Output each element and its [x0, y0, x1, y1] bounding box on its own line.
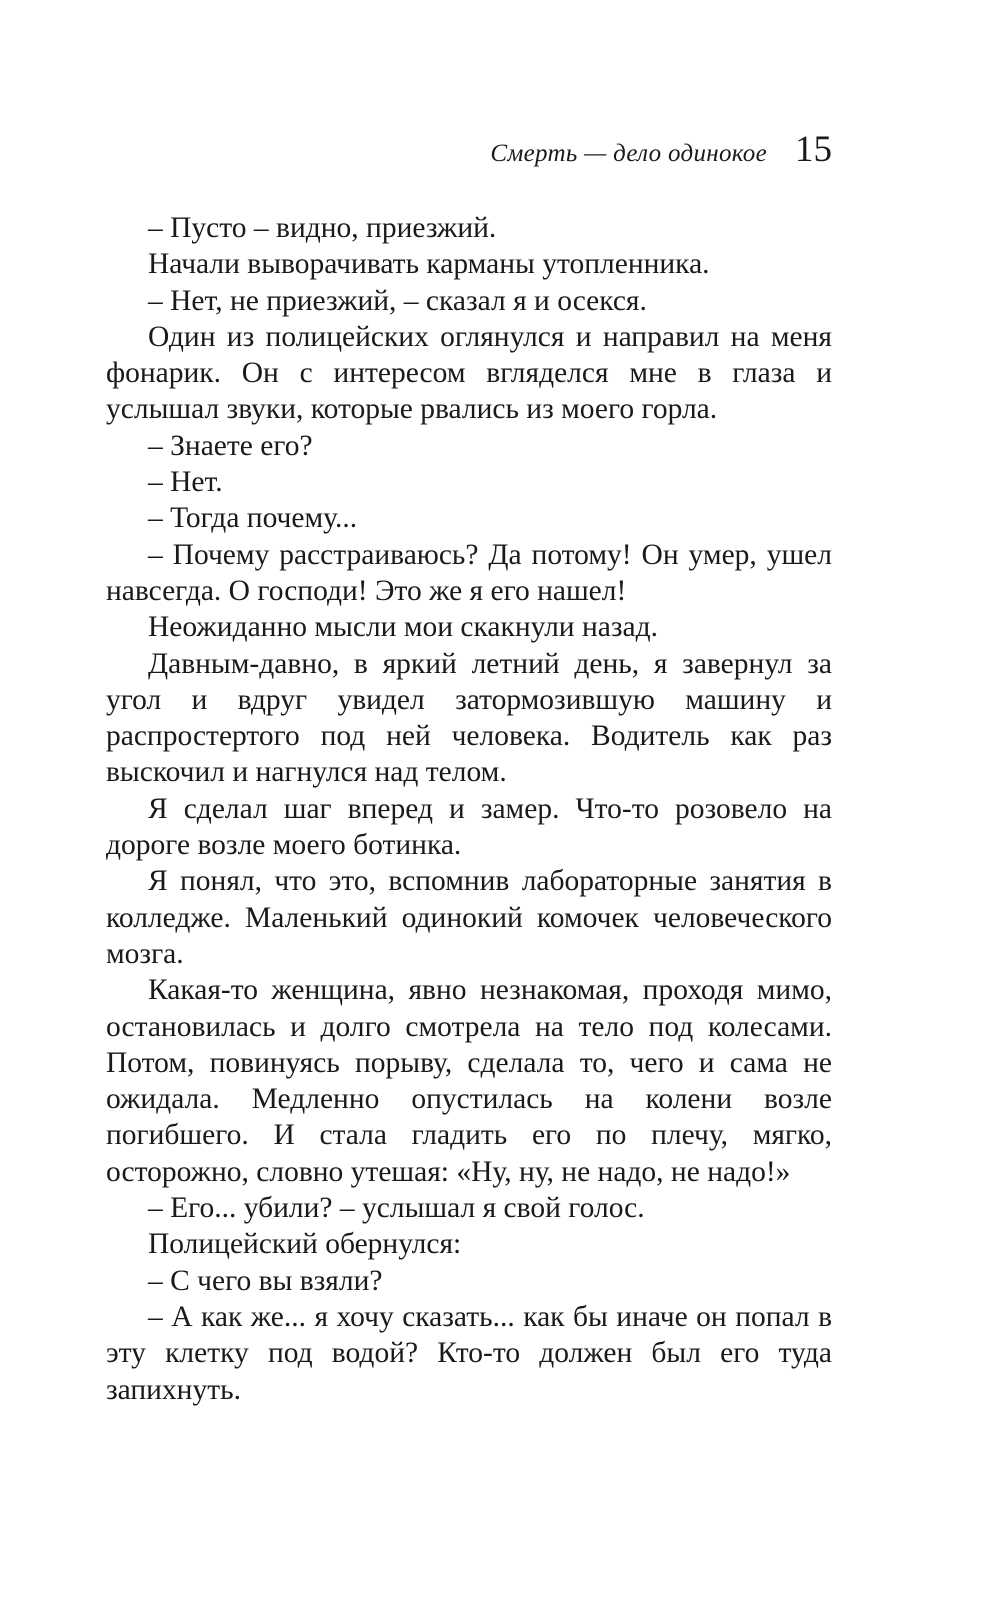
body-text [106, 210, 832, 1408]
paragraph: Я сделал шаг вперед и замер. Что-то розовело на дороге возле моего ботинка. [106, 792, 832, 862]
paragraph: – Нет. [148, 466, 223, 499]
paragraph: Начали выворачивать карманы утопленника. [148, 248, 710, 281]
paragraph: Я понял, что это, вспомнив лабораторные занятия в колледже. Маленький одинокий комочек человеческого мозга. [106, 865, 832, 970]
running-title: Смерть — дело одинокое [490, 140, 767, 167]
paragraph: – Пусто – видно, приезжий. [148, 212, 497, 244]
paragraph: – Почему расстраиваюсь? Да потому! Он умер, ушел навсегда. О господи! Это же я его нашел! [106, 538, 832, 607]
paragraph: – Тогда почему... [148, 502, 358, 535]
paragraph: Давным-давно, в яркий летний день, я завернул за угол и вдруг увидел затормозившую машину и распростертого под ней человека. Водитель как раз выскочил и нагнулся над телом. [106, 647, 832, 789]
paragraph: – Знаете его? [148, 429, 313, 462]
paragraph: Какая-то женщина, явно незнакомая, проходя мимо, остановилась и долго смотрела на тело под колесами. Потом, повинуясь порыву, сделала то, чего и сама не ожидала. Медленно опустилась на колени возле погибшего. И стала гладить его по плечу, мягко, осторожно, словно утешая: «Ну, ну, не надо, не надо!» [106, 974, 832, 1188]
paragraph: Полицейский обернулся: [148, 1228, 462, 1261]
paragraph: Неожиданно мысли мои скакнули назад. [148, 611, 658, 644]
paragraph: – Его... убили? – услышал я свой голос. [148, 1192, 645, 1225]
paragraph: – А как же... я хочу сказать... как бы иначе он попал в эту клетку под водой? Кто-то должен был его туда запихнуть. [106, 1300, 832, 1406]
running-head [490, 128, 832, 171]
page-number: 15 [795, 129, 832, 170]
paragraph: Один из полицейских оглянулся и направил на меня фонарик. Он с интересом вгляделся мне в глаза и услышал звуки, которые рвались из моего горла. [106, 320, 832, 426]
paragraph: – Нет, не приезжий, – сказал я и осекся. [148, 284, 647, 317]
paragraph: – С чего вы взяли? [148, 1264, 383, 1297]
